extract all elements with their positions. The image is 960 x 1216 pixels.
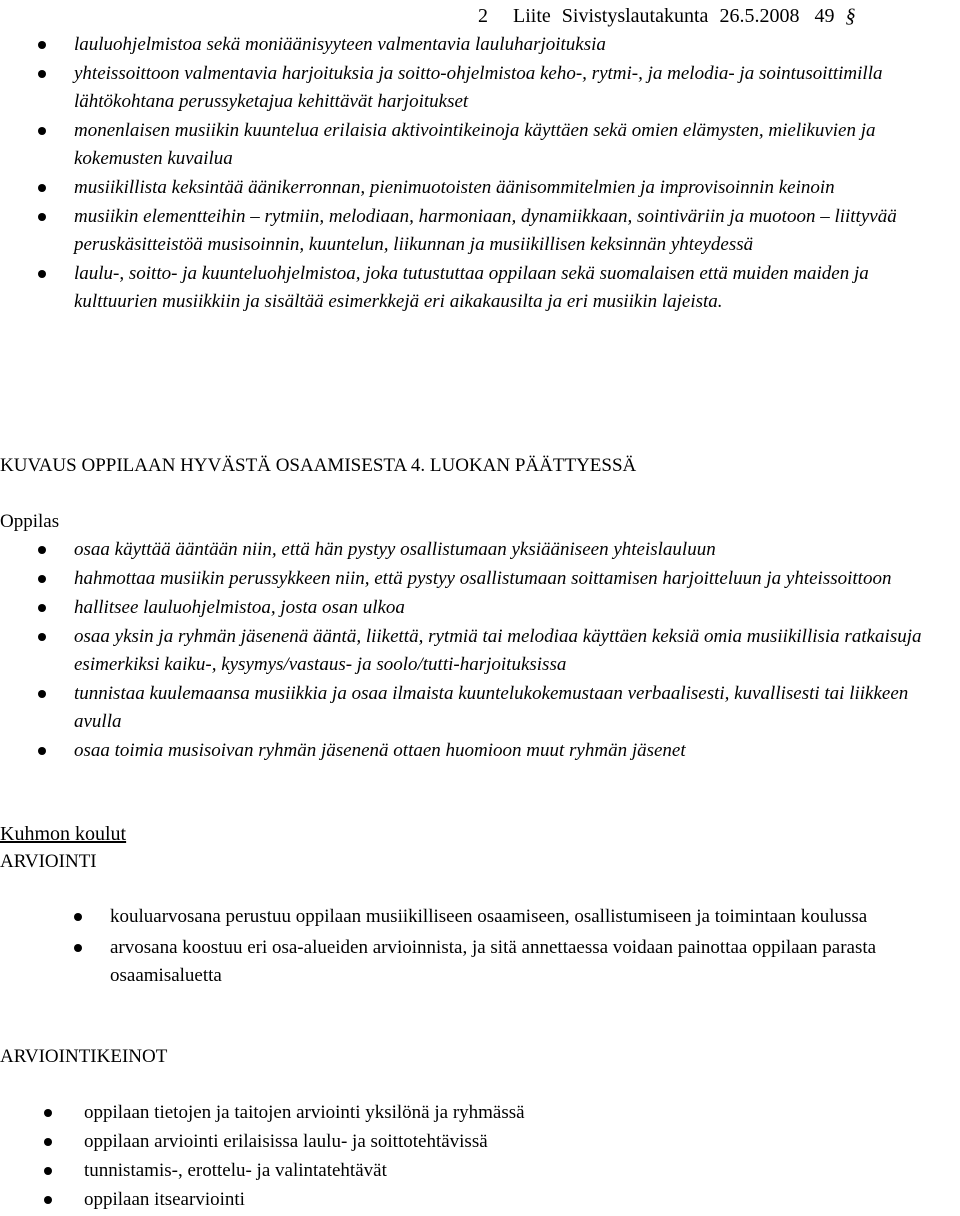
list-item: tunnistamis-, erottelu- ja valintatehtävät: [0, 1157, 956, 1185]
methods-bullet-list: [0, 1099, 956, 1215]
section-number: 49: [814, 5, 835, 27]
list-item: yhteissoittoon valmentavia harjoituksia ja soitto-ohjelmistoa keho-, rytmi-, ja melodia- ja sointusoittimilla lähtökohtana perussyketajua kehittävät harjoitukset: [0, 60, 956, 116]
bullet-icon: [38, 633, 46, 641]
bullet-icon: [38, 41, 46, 49]
section-sign: §: [845, 5, 856, 27]
header-date: 26.5.2008: [719, 5, 800, 27]
pupil-label: Oppilas: [0, 511, 60, 532]
appendix-label: Liite: [513, 5, 551, 27]
assessment-bullet-list: [0, 903, 956, 991]
list-item: oppilaan tietojen ja taitojen arviointi yksilönä ja ryhmässä: [0, 1099, 956, 1127]
description-heading: KUVAUS OPPILAAN HYVÄSTÄ OSAAMISESTA 4. LUOKAN PÄÄTTYESSÄ: [0, 455, 637, 476]
list-item: osaa yksin ja ryhmän jäsenenä ääntä, liikettä, rytmiä tai melodiaa käyttäen keksiä omia musiikillisia ratkaisuja esimerkiksi kaiku-, kysymys/vastaus- ja soolo/tutti-harjoituksissa: [0, 623, 956, 679]
bullet-icon: [44, 1109, 52, 1117]
board-name: Sivistyslautakunta: [561, 5, 709, 27]
bullet-icon: [38, 604, 46, 612]
bullet-icon: [38, 270, 46, 278]
list-item: osaa toimia musisoivan ryhmän jäsenenä ottaen huomioon muut ryhmän jäsenet: [0, 737, 956, 765]
content-bullet-list: [0, 31, 956, 317]
page-number: 2: [478, 5, 488, 27]
bullet-icon: [38, 690, 46, 698]
list-item: lauluohjelmistoa sekä moniäänisyyteen valmentavia lauluharjoituksia: [0, 31, 956, 59]
methods-heading: ARVIOINTIKEINOT: [0, 1046, 168, 1067]
bullet-icon: [38, 213, 46, 221]
bullet-icon: [74, 944, 82, 952]
list-item: kouluarvosana perustuu oppilaan musiikilliseen osaamiseen, osallistumiseen ja toimintaan koulussa: [0, 903, 956, 931]
bullet-icon: [44, 1138, 52, 1146]
bullet-icon: [38, 575, 46, 583]
list-item: arvosana koostuu eri osa-alueiden arvioinnista, ja sitä annettaessa voidaan painottaa oppilaan parasta osaamisaluetta: [0, 934, 956, 990]
list-item: monenlaisen musiikin kuuntelua erilaisia aktivointikeinoja käyttäen sekä omien elämysten, mielikuvien ja kokemusten kuvailua: [0, 117, 956, 173]
list-item: laulu-, soitto- ja kuunteluohjelmistoa, joka tutustuttaa oppilaan sekä suomalaisen että muiden maiden ja kulttuurien musiikkiin ja sisältää esimerkkejä eri aikakausilta ja eri musiikin lajeista.: [0, 260, 956, 316]
list-item: musiikillista keksintää äänikerronnan, pienimuotoisten äänisommitelmien ja improvisoinnin keinoin: [0, 174, 956, 202]
bullet-icon: [38, 546, 46, 554]
bullet-icon: [38, 127, 46, 135]
bullet-icon: [38, 184, 46, 192]
bullet-icon: [44, 1196, 52, 1204]
bullet-icon: [38, 70, 46, 78]
bullet-icon: [74, 913, 82, 921]
list-item: osaa käyttää ääntään niin, että hän pystyy osallistumaan yksiääniseen yhteislauluun: [0, 536, 956, 564]
list-item: musiikin elementteihin – rytmiin, melodiaan, harmoniaan, dynamiikkaan, sointiväriin ja muotoon – liittyvää peruskäsitteistöä musisoinnin, kuuntelun, liikunnan ja musiikillisen keksinnän yhteydessä: [0, 203, 956, 259]
bullet-icon: [44, 1167, 52, 1175]
school-title: Kuhmon koulut: [0, 823, 127, 845]
list-item: tunnistaa kuulemaansa musiikkia ja osaa ilmaista kuuntelukokemustaan verbaalisesti, kuvallisesti tai liikkeen avulla: [0, 680, 956, 736]
page-header: [478, 2, 956, 30]
pupil-bullet-list: [0, 536, 956, 766]
bullet-icon: [38, 747, 46, 755]
assessment-heading: ARVIOINTI: [0, 851, 97, 872]
list-item: hallitsee lauluohjelmistoa, josta osan ulkoa: [0, 594, 956, 622]
list-item: hahmottaa musiikin perussykkeen niin, että pystyy osallistumaan soittamisen harjoitteluun ja yhteissoittoon: [0, 565, 956, 593]
list-item: oppilaan itsearviointi: [0, 1186, 956, 1214]
list-item: oppilaan arviointi erilaisissa laulu- ja soittotehtävissä: [0, 1128, 956, 1156]
